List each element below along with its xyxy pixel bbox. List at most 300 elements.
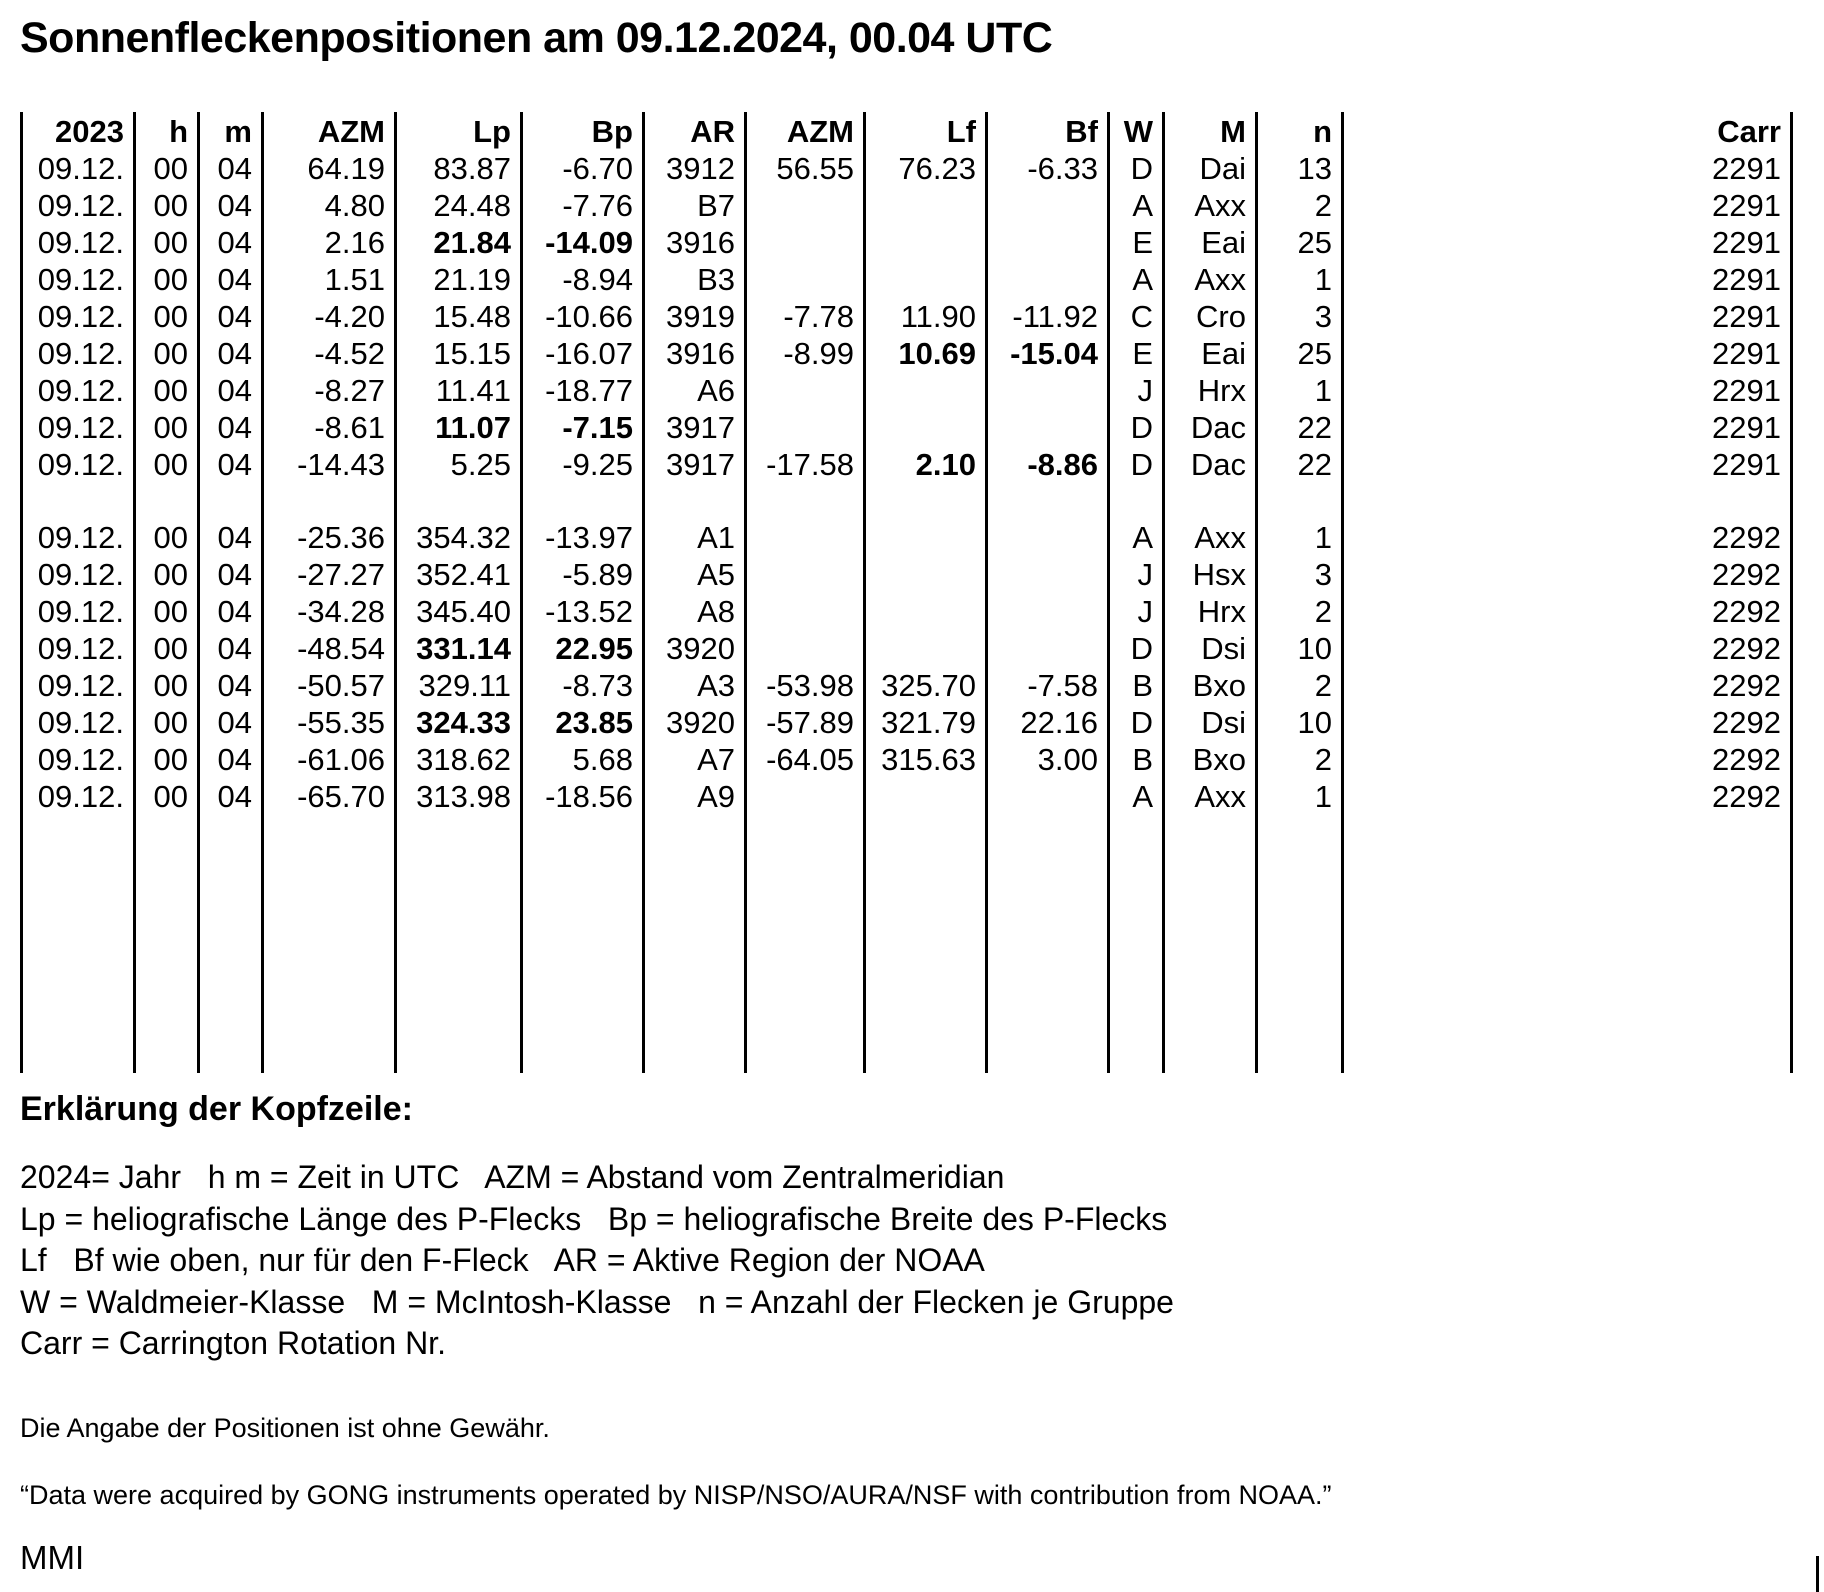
cell-bf: -8.86: [987, 446, 1109, 483]
cell-lp: 352.41: [396, 556, 522, 593]
cell-empty: [22, 815, 135, 1073]
cell-bp: 5.68: [522, 741, 644, 778]
cell-n: 2: [1257, 741, 1343, 778]
column-header-carr: Carr: [1343, 112, 1792, 150]
cell-m: Hsx: [1164, 556, 1257, 593]
cell-carr: 2291: [1343, 187, 1792, 224]
cell-w: A: [1109, 519, 1164, 556]
cell-bp: -6.70: [522, 150, 644, 187]
cell-n: 10: [1257, 630, 1343, 667]
cell-azm: 2.16: [263, 224, 396, 261]
cell-n: 1: [1257, 261, 1343, 298]
cell-carr: 2291: [1343, 335, 1792, 372]
cell-lp: 24.48: [396, 187, 522, 224]
cell-azm-f: -57.89: [746, 704, 865, 741]
cell-h: 00: [135, 298, 199, 335]
cell-h: 00: [135, 704, 199, 741]
cell-azm-f: [746, 593, 865, 630]
cell-2023: 09.12.: [22, 372, 135, 409]
cell-carr: 2292: [1343, 704, 1792, 741]
cell-2023: 09.12.: [22, 224, 135, 261]
column-header-lp: Lp: [396, 112, 522, 150]
cell-h: 00: [135, 556, 199, 593]
cell-m: 04: [199, 778, 263, 815]
cell-lf: [865, 593, 987, 630]
cell-ar: 3912: [644, 150, 746, 187]
cell-lp: 345.40: [396, 593, 522, 630]
cell-ar: A9: [644, 778, 746, 815]
cell-bp: -13.52: [522, 593, 644, 630]
cell-w: A: [1109, 261, 1164, 298]
table-row: [22, 630, 1792, 667]
cell-bp: 23.85: [522, 704, 644, 741]
cell-n: 3: [1257, 556, 1343, 593]
cell-azm-f: -64.05: [746, 741, 865, 778]
cell-bp: -8.94: [522, 261, 644, 298]
explanation-line: Lf Bf wie oben, nur für den F-Fleck AR = Aktive Region der NOAA: [20, 1242, 985, 1278]
cell-carr: 2292: [1343, 778, 1792, 815]
cell-w: [1109, 483, 1164, 519]
cell-h: 00: [135, 335, 199, 372]
table-row: [22, 741, 1792, 778]
cell-azm-f: [746, 556, 865, 593]
cell-azm-f: [746, 483, 865, 519]
cell-bp: -16.07: [522, 335, 644, 372]
cell-azm: -14.43: [263, 446, 396, 483]
cell-m: Dac: [1164, 446, 1257, 483]
cell-m: Hrx: [1164, 593, 1257, 630]
cell-bf: [987, 593, 1109, 630]
table-row: [22, 704, 1792, 741]
explanation-heading: Erklärung der Kopfzeile:: [20, 1090, 413, 1128]
cell-azm: -27.27: [263, 556, 396, 593]
cell-carr: [1343, 483, 1792, 519]
cell-bf: [987, 224, 1109, 261]
cell-ar: A3: [644, 667, 746, 704]
cell-carr: 2291: [1343, 409, 1792, 446]
cell-bp: -5.89: [522, 556, 644, 593]
cell-m: 04: [199, 667, 263, 704]
cell-carr: 2291: [1343, 150, 1792, 187]
cell-lf: [865, 519, 987, 556]
column-header-m: m: [199, 112, 263, 150]
column-header-w: W: [1109, 112, 1164, 150]
cell-azm: -8.27: [263, 372, 396, 409]
table-row: [22, 335, 1792, 372]
cell-azm-f: -8.99: [746, 335, 865, 372]
column-header-n: n: [1257, 112, 1343, 150]
cell-carr: 2291: [1343, 298, 1792, 335]
cell-carr: 2291: [1343, 261, 1792, 298]
cell-h: 00: [135, 409, 199, 446]
column-header-azm-f: AZM: [746, 112, 865, 150]
cell-azm-f: 56.55: [746, 150, 865, 187]
cell-empty: [199, 815, 263, 1073]
cell-empty: [1109, 815, 1164, 1073]
cell-carr: 2291: [1343, 224, 1792, 261]
cell-lp: 21.84: [396, 224, 522, 261]
cell-azm: -8.61: [263, 409, 396, 446]
cell-m: 04: [199, 519, 263, 556]
cell-bf: -11.92: [987, 298, 1109, 335]
cell-azm: -4.52: [263, 335, 396, 372]
cell-bf: [987, 409, 1109, 446]
cell-ar: 3920: [644, 704, 746, 741]
cell-bp: -18.77: [522, 372, 644, 409]
explanation-block: [20, 1157, 1824, 1365]
cell-azm: [263, 483, 396, 519]
cell-h: 00: [135, 372, 199, 409]
cell-w: D: [1109, 704, 1164, 741]
cell-w: J: [1109, 593, 1164, 630]
cell-bf: [987, 187, 1109, 224]
cell-2023: 09.12.: [22, 298, 135, 335]
cell-w: B: [1109, 667, 1164, 704]
cell-2023: 09.12.: [22, 593, 135, 630]
cell-m: [1164, 483, 1257, 519]
cell-azm-f: [746, 372, 865, 409]
cell-lp: 83.87: [396, 150, 522, 187]
cell-ar: A7: [644, 741, 746, 778]
cell-2023: 09.12.: [22, 187, 135, 224]
cell-lf: 11.90: [865, 298, 987, 335]
cell-n: 13: [1257, 150, 1343, 187]
cell-2023: 09.12.: [22, 261, 135, 298]
cell-h: 00: [135, 741, 199, 778]
cell-ar: [644, 483, 746, 519]
cell-bf: [987, 372, 1109, 409]
table-header: [22, 112, 1792, 150]
cell-n: 22: [1257, 409, 1343, 446]
cell-azm-f: [746, 224, 865, 261]
cell-carr: 2292: [1343, 556, 1792, 593]
cell-ar: A8: [644, 593, 746, 630]
table-body: [22, 150, 1792, 1073]
cell-m: 04: [199, 187, 263, 224]
cell-empty: [522, 815, 644, 1073]
cell-m: 04: [199, 630, 263, 667]
table-row: [22, 556, 1792, 593]
cell-n: 1: [1257, 519, 1343, 556]
cell-lf: [865, 409, 987, 446]
cell-m: Eai: [1164, 224, 1257, 261]
cell-carr: 2292: [1343, 630, 1792, 667]
cell-w: E: [1109, 335, 1164, 372]
cell-azm: -4.20: [263, 298, 396, 335]
column-header-lf: Lf: [865, 112, 987, 150]
cell-h: 00: [135, 519, 199, 556]
cell-lf: [865, 187, 987, 224]
cell-n: 2: [1257, 187, 1343, 224]
cell-m: Dac: [1164, 409, 1257, 446]
cell-azm: -48.54: [263, 630, 396, 667]
cell-2023: 09.12.: [22, 335, 135, 372]
cell-azm-f: -7.78: [746, 298, 865, 335]
cell-bf: [987, 778, 1109, 815]
cell-empty: [987, 815, 1109, 1073]
cell-ar: A6: [644, 372, 746, 409]
table-filler-row: [22, 815, 1792, 1073]
cell-azm: -25.36: [263, 519, 396, 556]
cell-m: 04: [199, 150, 263, 187]
cell-azm-f: [746, 409, 865, 446]
cell-azm: -50.57: [263, 667, 396, 704]
column-header-ar: AR: [644, 112, 746, 150]
cell-lp: 331.14: [396, 630, 522, 667]
cell-w: E: [1109, 224, 1164, 261]
cell-2023: 09.12.: [22, 556, 135, 593]
cell-bp: [522, 483, 644, 519]
cell-w: C: [1109, 298, 1164, 335]
cell-2023: 09.12.: [22, 150, 135, 187]
explanation-line: W = Waldmeier-Klasse M = McIntosh-Klasse n = Anzahl der Flecken je Gruppe: [20, 1283, 1174, 1320]
cell-n: 3: [1257, 298, 1343, 335]
header-row: [22, 112, 1792, 150]
cell-n: 1: [1257, 778, 1343, 815]
cell-lp: 5.25: [396, 446, 522, 483]
cell-azm: 4.80: [263, 187, 396, 224]
cell-h: 00: [135, 667, 199, 704]
cell-lp: 329.11: [396, 667, 522, 704]
table-row: [22, 187, 1792, 224]
cell-m: 04: [199, 372, 263, 409]
cell-lf: 10.69: [865, 335, 987, 372]
cell-lf: [865, 372, 987, 409]
cell-2023: 09.12.: [22, 778, 135, 815]
cell-bp: -8.73: [522, 667, 644, 704]
cell-n: 2: [1257, 667, 1343, 704]
cell-n: 22: [1257, 446, 1343, 483]
table-row: [22, 409, 1792, 446]
cell-bp: 22.95: [522, 630, 644, 667]
cell-bf: -15.04: [987, 335, 1109, 372]
cell-n: 10: [1257, 704, 1343, 741]
table-row: [22, 261, 1792, 298]
column-header-2023: 2023: [22, 112, 135, 150]
cell-m: [199, 483, 263, 519]
cell-m: Hrx: [1164, 372, 1257, 409]
cell-empty: [396, 815, 522, 1073]
cell-bp: -7.15: [522, 409, 644, 446]
cell-m: Eai: [1164, 335, 1257, 372]
cell-bp: -14.09: [522, 224, 644, 261]
cell-w: D: [1109, 446, 1164, 483]
cell-empty: [644, 815, 746, 1073]
cell-m: 04: [199, 704, 263, 741]
disclaimer-note: Die Angabe der Positionen ist ohne Gewähr.: [20, 1412, 550, 1443]
cell-bf: [987, 261, 1109, 298]
column-header-h: h: [135, 112, 199, 150]
cell-m: Dai: [1164, 150, 1257, 187]
cell-ar: 3917: [644, 446, 746, 483]
cell-2023: 09.12.: [22, 704, 135, 741]
cell-carr: 2291: [1343, 372, 1792, 409]
cell-m: Bxo: [1164, 667, 1257, 704]
cell-empty: [135, 815, 199, 1073]
cell-ar: 3920: [644, 630, 746, 667]
explanation-line: Lp = heliografische Länge des P-Flecks Bp = heliografische Breite des P-Flecks: [20, 1200, 1168, 1237]
cell-azm-f: [746, 261, 865, 298]
cell-azm-f: -53.98: [746, 667, 865, 704]
cell-m: Dsi: [1164, 704, 1257, 741]
cell-lp: 11.07: [396, 409, 522, 446]
cell-carr: 2291: [1343, 446, 1792, 483]
cell-m: 04: [199, 741, 263, 778]
cell-bf: -6.33: [987, 150, 1109, 187]
cell-lp: 324.33: [396, 704, 522, 741]
cell-lf: [865, 261, 987, 298]
cell-2023: 09.12.: [22, 667, 135, 704]
cell-lp: 313.98: [396, 778, 522, 815]
cell-carr: 2292: [1343, 593, 1792, 630]
cell-carr: 2292: [1343, 667, 1792, 704]
cell-azm: 64.19: [263, 150, 396, 187]
cell-ar: 3919: [644, 298, 746, 335]
cell-lf: 325.70: [865, 667, 987, 704]
explanation-line: 2024= Jahr h m = Zeit in UTC AZM = Abstand vom Zentralmeridian: [20, 1159, 1005, 1195]
cell-w: D: [1109, 409, 1164, 446]
table-row: [22, 150, 1792, 187]
cell-lf: 76.23: [865, 150, 987, 187]
cell-lf: 321.79: [865, 704, 987, 741]
cell-lp: [396, 483, 522, 519]
cell-h: [135, 483, 199, 519]
cell-w: J: [1109, 372, 1164, 409]
cell-h: 00: [135, 446, 199, 483]
cell-h: 00: [135, 150, 199, 187]
cell-ar: 3916: [644, 335, 746, 372]
cell-h: 00: [135, 778, 199, 815]
cell-lf: 315.63: [865, 741, 987, 778]
cell-m: 04: [199, 446, 263, 483]
cell-ar: A1: [644, 519, 746, 556]
cell-2023: 09.12.: [22, 409, 135, 446]
cell-lp: 15.15: [396, 335, 522, 372]
cell-empty: [1257, 815, 1343, 1073]
cell-bp: -10.66: [522, 298, 644, 335]
cell-bf: -7.58: [987, 667, 1109, 704]
cell-m: Bxo: [1164, 741, 1257, 778]
cell-2023: [22, 483, 135, 519]
cell-azm: -65.70: [263, 778, 396, 815]
cell-ar: B3: [644, 261, 746, 298]
cell-lp: 15.48: [396, 298, 522, 335]
table-row: [22, 778, 1792, 815]
cell-ar: B7: [644, 187, 746, 224]
cell-empty: [263, 815, 396, 1073]
cell-m: Axx: [1164, 261, 1257, 298]
cell-m: 04: [199, 556, 263, 593]
cell-bp: -18.56: [522, 778, 644, 815]
cell-m: Axx: [1164, 187, 1257, 224]
cell-bf: 22.16: [987, 704, 1109, 741]
column-header-m: M: [1164, 112, 1257, 150]
column-header-azm: AZM: [263, 112, 396, 150]
cell-n: [1257, 483, 1343, 519]
cell-h: 00: [135, 593, 199, 630]
cell-empty: [1343, 815, 1792, 1073]
cell-lf: [865, 556, 987, 593]
cell-m: Axx: [1164, 519, 1257, 556]
cell-lf: [865, 778, 987, 815]
table-row: [22, 224, 1792, 261]
cell-m: 04: [199, 261, 263, 298]
cell-azm-f: [746, 519, 865, 556]
cell-n: 1: [1257, 372, 1343, 409]
cell-lp: 11.41: [396, 372, 522, 409]
cell-bf: [987, 519, 1109, 556]
cell-n: 25: [1257, 224, 1343, 261]
cell-bp: -7.76: [522, 187, 644, 224]
cell-lp: 318.62: [396, 741, 522, 778]
cell-bp: -13.97: [522, 519, 644, 556]
cell-h: 00: [135, 630, 199, 667]
cell-lf: 2.10: [865, 446, 987, 483]
cell-lf: [865, 483, 987, 519]
group-spacer-row: [22, 483, 1792, 519]
cell-m: Axx: [1164, 778, 1257, 815]
cell-empty: [1164, 815, 1257, 1073]
page-title: Sonnenfleckenpositionen am 09.12.2024, 00.04 UTC: [20, 14, 1053, 62]
cell-2023: 09.12.: [22, 630, 135, 667]
column-header-bf: Bf: [987, 112, 1109, 150]
cell-w: A: [1109, 187, 1164, 224]
cell-w: D: [1109, 150, 1164, 187]
cell-n: 25: [1257, 335, 1343, 372]
cell-2023: 09.12.: [22, 519, 135, 556]
cell-lf: [865, 630, 987, 667]
page-edge-mark: [1816, 1556, 1819, 1592]
cell-azm-f: -17.58: [746, 446, 865, 483]
cell-ar: A5: [644, 556, 746, 593]
cell-2023: 09.12.: [22, 446, 135, 483]
cell-bf: [987, 483, 1109, 519]
cell-lp: 354.32: [396, 519, 522, 556]
sunspot-table: [20, 112, 1793, 1073]
cell-w: D: [1109, 630, 1164, 667]
cell-lf: [865, 224, 987, 261]
cell-h: 00: [135, 261, 199, 298]
cell-lp: 21.19: [396, 261, 522, 298]
table-row: [22, 593, 1792, 630]
table-row: [22, 298, 1792, 335]
cell-m: 04: [199, 409, 263, 446]
gong-credit-note: “Data were acquired by GONG instruments operated by NISP/NSO/AURA/NSF with contribution from NOAA.”: [20, 1479, 1332, 1510]
cell-h: 00: [135, 187, 199, 224]
cell-azm: -34.28: [263, 593, 396, 630]
cell-bf: [987, 630, 1109, 667]
cell-bp: -9.25: [522, 446, 644, 483]
cell-m: 04: [199, 593, 263, 630]
cell-carr: 2292: [1343, 741, 1792, 778]
cell-azm-f: [746, 778, 865, 815]
column-header-bp: Bp: [522, 112, 644, 150]
signature: MMI: [20, 1538, 85, 1576]
cell-carr: 2292: [1343, 519, 1792, 556]
cell-m: Cro: [1164, 298, 1257, 335]
table-row: [22, 519, 1792, 556]
cell-azm-f: [746, 630, 865, 667]
cell-azm: 1.51: [263, 261, 396, 298]
explanation-line: Carr = Carrington Rotation Nr.: [20, 1325, 446, 1361]
cell-azm-f: [746, 187, 865, 224]
table-row: [22, 372, 1792, 409]
cell-2023: 09.12.: [22, 741, 135, 778]
cell-ar: 3916: [644, 224, 746, 261]
cell-ar: 3917: [644, 409, 746, 446]
table-row: [22, 446, 1792, 483]
cell-w: J: [1109, 556, 1164, 593]
